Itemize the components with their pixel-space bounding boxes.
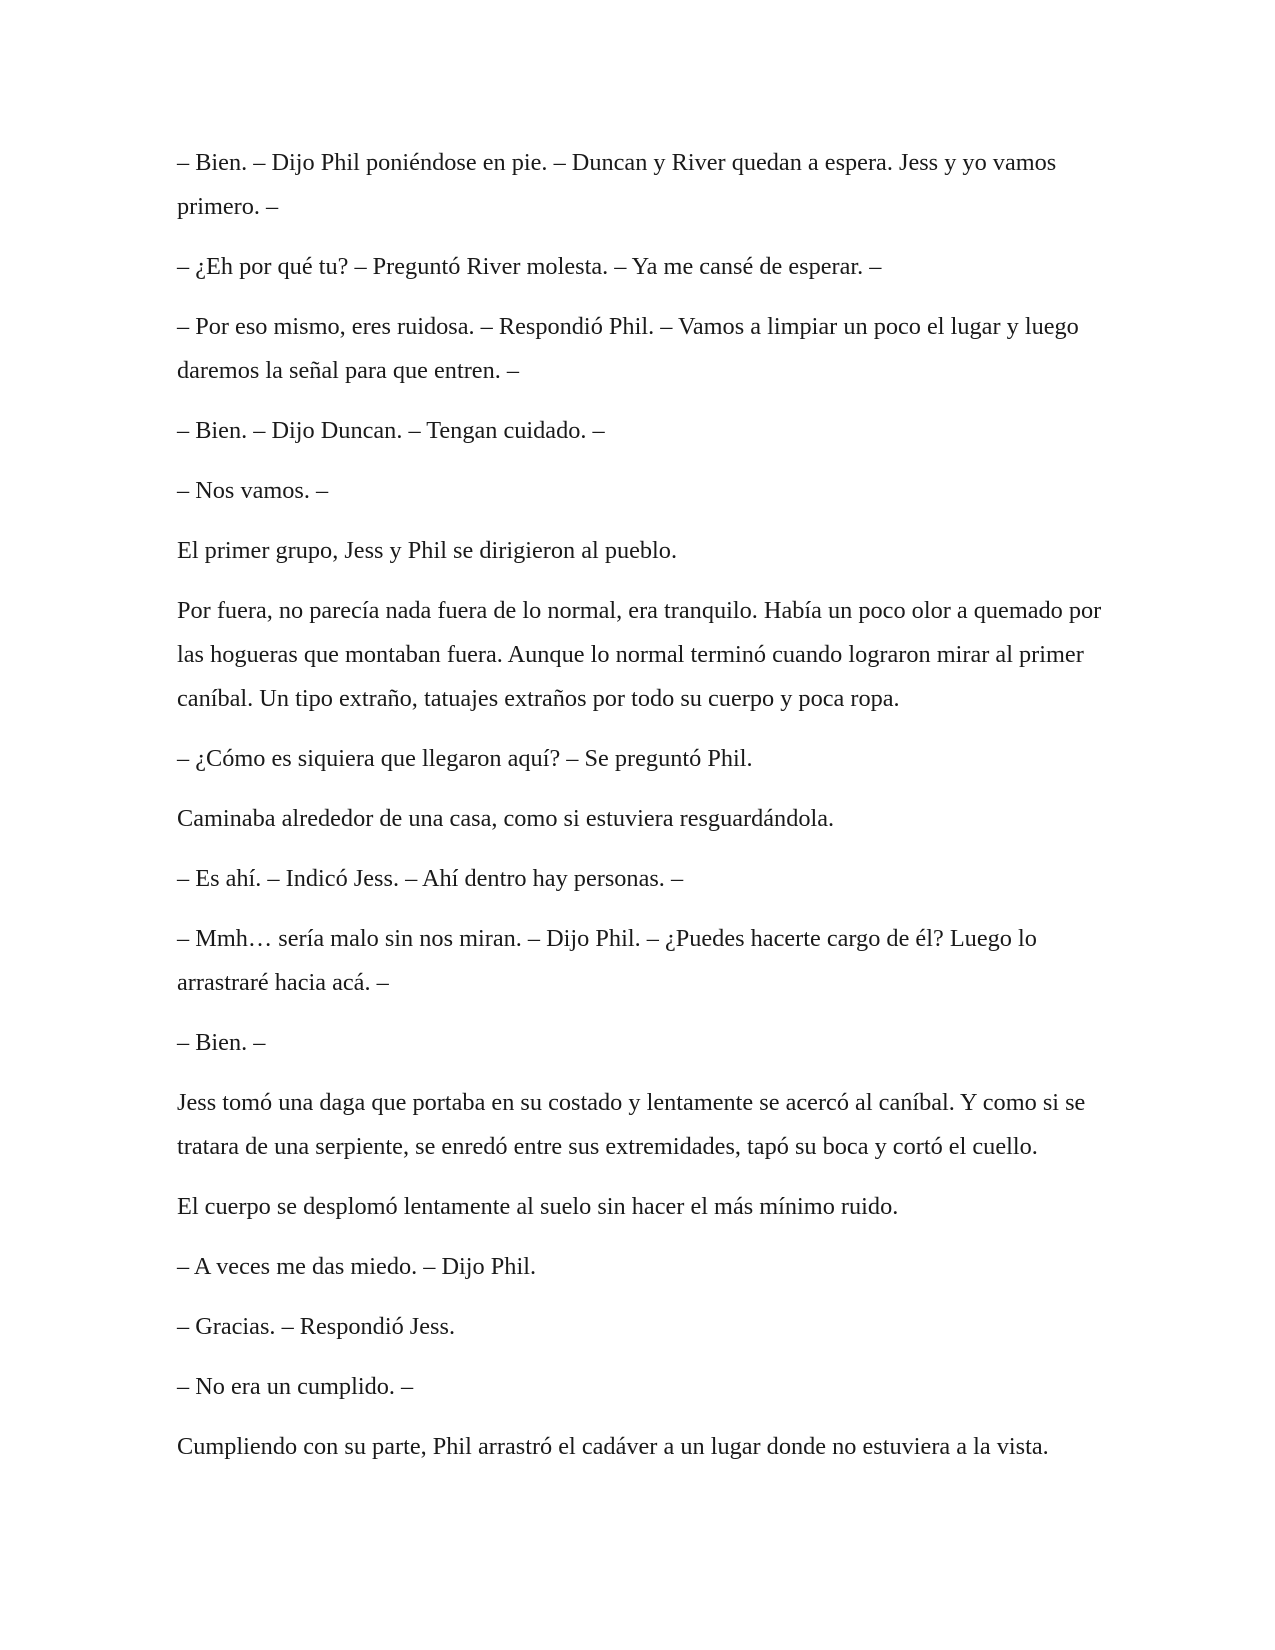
paragraph-8: – ¿Cómo es siquiera que llegaron aquí? – Se preguntó Phil. (177, 745, 753, 772)
paragraph-6: El primer grupo, Jess y Phil se dirigieron al pueblo. (177, 537, 678, 564)
paragraph-7: Por fuera, no parecía nada fuera de lo normal, era tranquilo. Había un poco olor a quemado por las hogueras que montaban fuera. Aunque lo normal terminó cuando lograron mirar al primer caníbal. Un tipo extraño, tatuajes extraños por todo su cuerpo y poca ropa. (177, 597, 1102, 712)
paragraph-2: – ¿Eh por qué tu? – Preguntó River molesta. – Ya me cansé de esperar. – (177, 253, 882, 280)
paragraph-5: – Nos vamos. – (177, 477, 329, 504)
paragraph-12: – Bien. – (177, 1029, 266, 1056)
paragraph-15: – A veces me das miedo. – Dijo Phil. (177, 1253, 537, 1280)
paragraph-16: – Gracias. – Respondió Jess. (177, 1313, 456, 1340)
paragraph-4: – Bien. – Dijo Duncan. – Tengan cuidado. – (177, 417, 605, 444)
paragraph-1: – Bien. – Dijo Phil poniéndose en pie. – Duncan y River quedan a espera. Jess y yo vamos primero. – (177, 149, 1057, 220)
paragraph-11: – Mmh… sería malo sin nos miran. – Dijo Phil. – ¿Puedes hacerte cargo de él? Luego lo arrastraré hacia acá. – (177, 925, 1037, 996)
paragraph-17: – No era un cumplido. – (177, 1373, 414, 1400)
paragraph-3: – Por eso mismo, eres ruidosa. – Respondió Phil. – Vamos a limpiar un poco el lugar y luego daremos la señal para que entren. – (177, 313, 1079, 384)
paragraph-14: El cuerpo se desplomó lentamente al suelo sin hacer el más mínimo ruido. (177, 1193, 899, 1220)
document-body (177, 141, 1102, 1485)
paragraph-10: – Es ahí. – Indicó Jess. – Ahí dentro hay personas. – (177, 865, 684, 892)
paragraph-9: Caminaba alrededor de una casa, como si estuviera resguardándola. (177, 805, 835, 832)
paragraph-13: Jess tomó una daga que portaba en su costado y lentamente se acercó al caníbal. Y como si se tratara de una serpiente, se enredó entre sus extremidades, tapó su boca y cortó el cuello. (177, 1089, 1086, 1160)
paragraph-18: Cumpliendo con su parte, Phil arrastró el cadáver a un lugar donde no estuviera a la vista. (177, 1433, 1049, 1460)
